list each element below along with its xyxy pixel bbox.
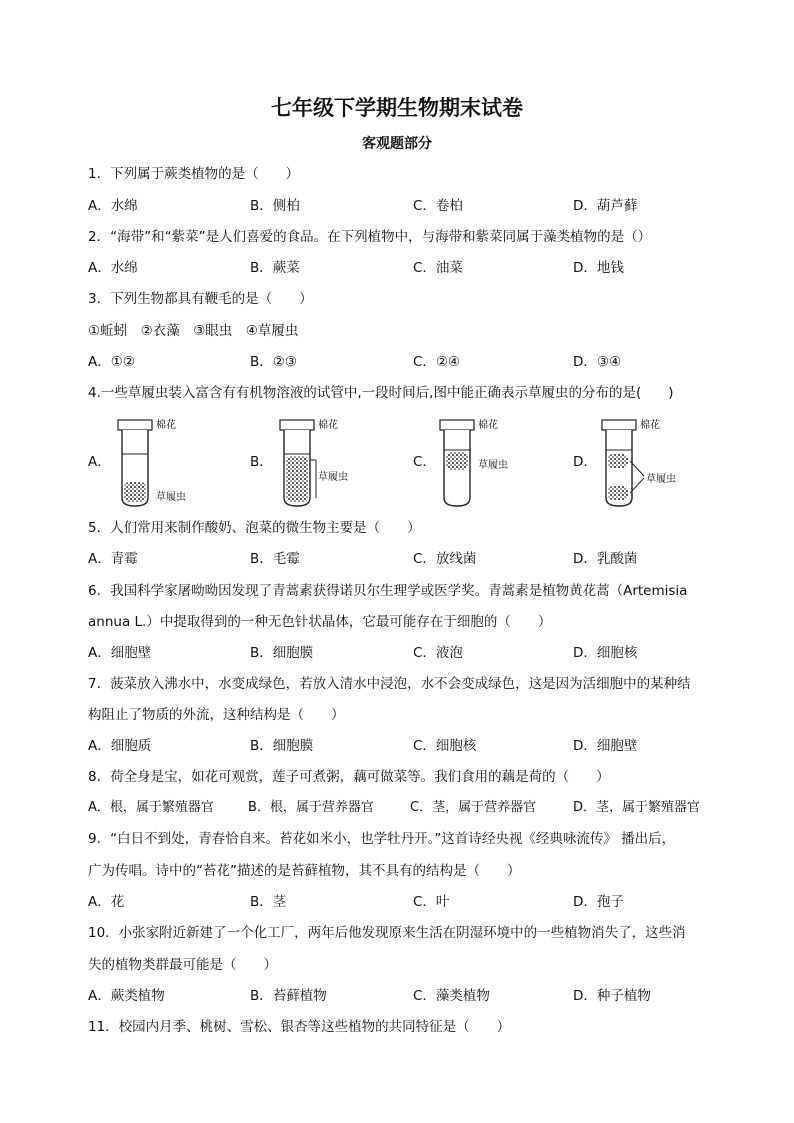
question-3-option-a: A．①② [88, 354, 135, 370]
question-5-option-a: A．青霉 [88, 551, 138, 567]
question-7-option-a: A．细胞质 [88, 738, 152, 754]
question-4-option-a: A． [88, 454, 111, 470]
organism-label-a: 草履虫 [156, 492, 186, 503]
organism-label-d: 草履虫 [646, 474, 676, 485]
question-6-stem-line-2: annua L.）中提取得到的一种无色针状晶体，它最可能存在于细胞的（ ） [88, 614, 552, 630]
question-9-option-c: C．叶 [413, 894, 450, 910]
question-3-option-d: D．③④ [573, 354, 622, 370]
question-5-option-d: D．乳酸菌 [573, 551, 638, 567]
question-8-option-b: B．根，属于营养器官 [248, 800, 374, 815]
question-4-option-d: D． [573, 454, 597, 470]
question-10-option-d: D．种子植物 [573, 988, 651, 1004]
question-1-option-c: C．卷柏 [413, 198, 463, 214]
question-9-option-d: D．孢子 [573, 894, 624, 910]
cotton-label-b: 棉花 [318, 420, 338, 431]
question-1-option-a: A．水绵 [88, 198, 138, 214]
test-tube-figure-c [432, 410, 542, 510]
question-3-items: ①蚯蚓 ②衣藻 ③眼虫 ④草履虫 [88, 323, 299, 339]
test-tube-figure-d [594, 410, 704, 510]
question-4-option-b: B． [250, 454, 273, 470]
question-2-option-c: C．油菜 [413, 260, 463, 276]
question-6-option-c: C．液泡 [413, 645, 463, 661]
question-6-option-d: D．细胞核 [573, 645, 638, 661]
question-10-stem-line-1: 10．小张家附近新建了一个化工厂，两年后他发现原来生活在阴湿环境中的一些植物消失了，这些消 [88, 925, 686, 941]
question-8-option-d: D．茎，属于繁殖器官 [573, 800, 701, 815]
question-9-option-a: A．花 [88, 894, 125, 910]
test-tube-figure-b [272, 410, 382, 510]
question-6-option-b: B．细胞膜 [250, 645, 314, 661]
question-3-stem: 3．下列生物都具有鞭毛的是（ ） [88, 291, 313, 307]
question-8-stem: 8．荷全身是宝，如花可观赏，莲子可煮粥，藕可做菜等。我们食用的藕是荷的（ ） [88, 769, 610, 785]
cotton-label-c: 棉花 [478, 420, 498, 431]
organism-label-c: 草履虫 [478, 460, 508, 471]
question-5-stem: 5．人们常用来制作酸奶、泡菜的微生物主要是（ ） [88, 520, 421, 536]
question-7-option-d: D．细胞壁 [573, 738, 638, 754]
question-9-stem-line-2: 广为传唱。诗中的“苔花”描述的是苔藓植物，其不具有的结构是（ ） [88, 863, 521, 879]
cotton-label-a: 棉花 [156, 420, 176, 431]
question-7-option-c: C．细胞核 [413, 738, 477, 754]
question-9-option-b: B．茎 [250, 894, 287, 910]
question-1-option-d: D．葫芦藓 [573, 198, 638, 214]
question-5-option-b: B．毛霉 [250, 551, 300, 567]
question-1-stem: 1．下列属于蕨类植物的是（ ） [88, 166, 300, 182]
question-2-option-d: D．地钱 [573, 260, 624, 276]
question-7-stem-line-1: 7．菠菜放入沸水中，水变成绿色，若放入清水中浸泡，水不会变成绿色，这是因为活细胞中的某种结 [88, 676, 691, 692]
question-6-stem-line-1: 6．我国科学家屠呦呦因发现了青蒿素获得诺贝尔生理学或医学奖。青蒿素是植物黄花蒿（Artemisia [88, 583, 688, 599]
question-8-option-a: A．根，属于繁殖器官 [88, 800, 214, 815]
question-4-option-c: C． [413, 454, 436, 470]
question-4-stem: 4.一些草履虫装入富含有有机物溶液的试管中,一段时间后,图中能正确表示草履虫的分布的是( ) [88, 385, 674, 401]
question-2-option-b: B．蕨菜 [250, 260, 300, 276]
question-1-option-b: B．侧柏 [250, 198, 300, 214]
question-6-option-a: A．细胞壁 [88, 645, 152, 661]
question-8-option-c: C．茎，属于营养器官 [410, 800, 537, 815]
question-3-option-b: B．②③ [250, 354, 297, 370]
cotton-label-d: 棉花 [640, 420, 660, 431]
page-title: 七年级下学期生物期末试卷 [271, 95, 523, 120]
question-9-stem-line-1: 9．“白日不到处，青春恰自来。苔花如米小，也学牡丹开。”这首诗经央视《经典咏流传》 播出后， [88, 831, 676, 847]
organism-label-b: 草履虫 [318, 472, 348, 483]
question-2-stem: 2．“海带”和“紫菜”是人们喜爱的食品。在下列植物中，与海带和紫菜同属于藻类植物的是（） [88, 229, 652, 245]
question-10-stem-line-2: 失的植物类群最可能是（ ） [88, 957, 277, 973]
test-tube-figure-a [110, 410, 220, 510]
question-7-stem-line-2: 构阻止了物质的外流，这种结构是（ ） [88, 707, 345, 723]
question-3-option-c: C．②④ [413, 354, 461, 370]
question-10-option-b: B．苔藓植物 [250, 988, 327, 1004]
question-5-option-c: C．放线菌 [413, 551, 477, 567]
question-11-stem: 11．校园内月季、桃树、雪松、银杏等这些植物的共同特征是（ ） [88, 1019, 511, 1035]
question-10-option-a: A．蕨类植物 [88, 988, 165, 1004]
question-10-option-c: C．藻类植物 [413, 988, 490, 1004]
section-subtitle: 客观题部分 [362, 136, 432, 152]
question-7-option-b: B．细胞膜 [250, 738, 314, 754]
question-2-option-a: A．水绵 [88, 260, 138, 276]
